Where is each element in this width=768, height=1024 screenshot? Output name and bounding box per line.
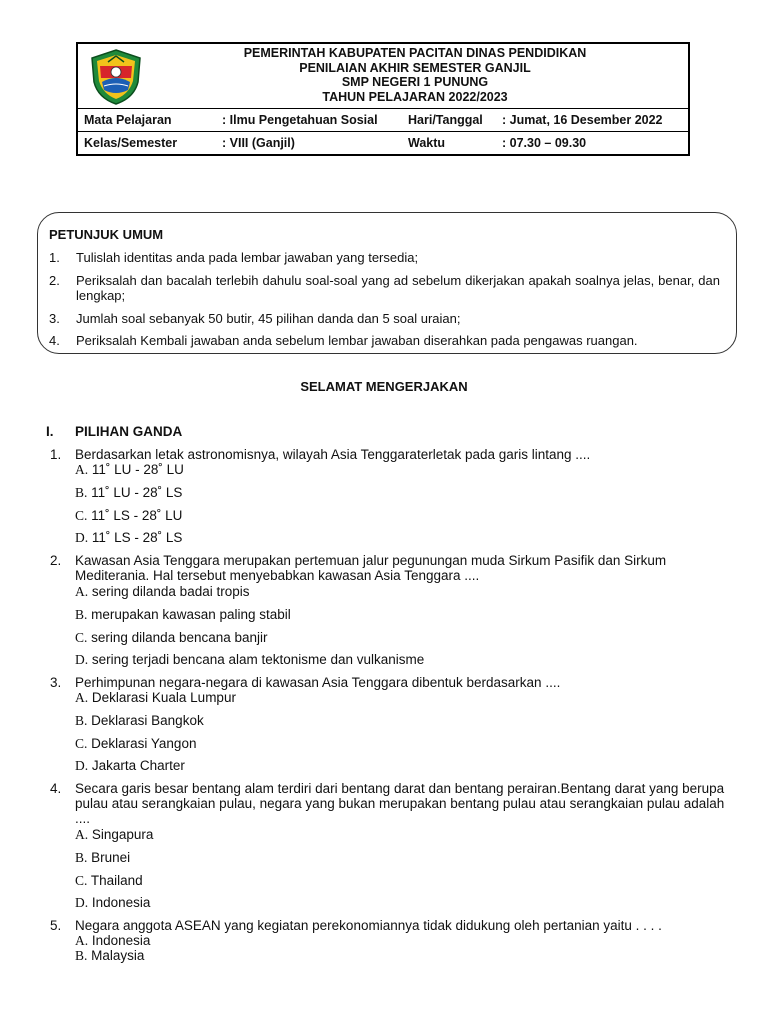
- answer-option: [75, 827, 153, 842]
- class-value: : VIII (Ganjil): [222, 136, 295, 150]
- option-text: sering terjadi bencana alam tektonisme dan vulkanisme: [88, 652, 425, 667]
- subject-label: Mata Pelajaran: [84, 113, 172, 127]
- option-letter: B.: [75, 607, 88, 622]
- option-letter: B.: [75, 713, 88, 728]
- date-label: Hari/Tanggal: [408, 113, 483, 127]
- option-letter: A.: [75, 584, 89, 599]
- subject-value: : Ilmu Pengetahuan Sosial: [222, 113, 378, 127]
- answer-option: [75, 948, 144, 963]
- answer-option: [75, 873, 143, 888]
- header-title-line-1: PEMERINTAH KABUPATEN PACITAN DINAS PENDIDIKAN: [243, 46, 587, 60]
- option-letter: C.: [75, 508, 88, 523]
- option-letter: D.: [75, 758, 89, 773]
- header-title-line-4: TAHUN PELAJARAN 2022/2023: [322, 89, 508, 104]
- date-value: : Jumat, 16 Desember 2022: [502, 113, 663, 127]
- option-letter: C.: [75, 630, 88, 645]
- answer-option: [75, 690, 236, 705]
- question-number: 1.: [50, 447, 62, 462]
- option-text: 11˚ LU - 28˚ LS: [87, 485, 183, 500]
- question-number: 3.: [50, 675, 62, 690]
- good-luck-heading: SELAMAT MENGERJAKAN: [300, 379, 468, 394]
- question-text: Berdasarkan letak astronomisnya, wilayah Asia Tenggaraterletak pada garis lintang ....: [75, 447, 591, 462]
- answer-option: [75, 713, 204, 728]
- option-letter: A.: [75, 462, 89, 477]
- option-letter: D.: [75, 652, 89, 667]
- question-text: Kawasan Asia Tenggara merupakan pertemuan jalur pegunungan muda Sirkum Pasifik dan Sirkum Mediterania. Hal tersebut menyebabkan kawasan Asia Tenggara ....: [75, 553, 667, 583]
- answer-option: [75, 530, 182, 545]
- question-text: Negara anggota ASEAN yang kegiatan perekonomiannya tidak didukung oleh pertanian yaitu . . . .: [75, 918, 662, 933]
- header-title-area: [78, 44, 688, 109]
- answer-option: [75, 758, 185, 773]
- answer-option: [75, 584, 249, 599]
- answer-option: [75, 508, 182, 523]
- question-number: 2.: [50, 553, 62, 568]
- instruction-number: 1.: [49, 250, 60, 265]
- option-text: Brunei: [87, 850, 131, 865]
- option-letter: C.: [75, 736, 88, 751]
- option-letter: D.: [75, 895, 89, 910]
- answer-option: [75, 736, 196, 751]
- option-text: 11˚ LU - 28˚ LU: [88, 462, 184, 477]
- option-letter: C.: [75, 873, 88, 888]
- question-number: 5.: [50, 918, 62, 933]
- option-letter: A.: [75, 933, 89, 948]
- instructions-title: PETUNJUK UMUM: [49, 227, 164, 242]
- option-letter: B.: [75, 948, 88, 963]
- class-label: Kelas/Semester: [84, 136, 178, 150]
- instruction-text: Periksalah dan bacalah terlebih dahulu soal-soal yang ad sebelum dikerjakan apakah soalnya jelas, benar, dan lengkap;: [76, 273, 720, 303]
- question-text: Perhimpunan negara-negara di kawasan Asia Tenggara dibentuk berdasarkan ....: [75, 675, 561, 690]
- answer-option: [75, 895, 150, 910]
- exam-header: [76, 42, 690, 156]
- option-text: sering dilanda bencana banjir: [87, 630, 268, 645]
- question-text: Secara garis besar bentang alam terdiri dari bentang darat dan bentang perairan.Bentang darat yang berupa pulau atau serangkaian pulau, negara yang bukan merupakan bentang pulau atau serangkaian pulau adalah ....: [75, 781, 725, 826]
- header-row-subject: [78, 109, 688, 132]
- instruction-number: 4.: [49, 333, 60, 348]
- answer-option: [75, 850, 130, 865]
- option-text: sering dilanda badai tropis: [88, 584, 250, 599]
- option-letter: A.: [75, 690, 89, 705]
- section-label: PILIHAN GANDA: [75, 424, 183, 439]
- general-instructions-box: [37, 212, 737, 354]
- option-text: Singapura: [88, 827, 154, 842]
- instruction-number: 2.: [49, 273, 60, 288]
- header-title-line-3: SMP NEGERI 1 PUNUNG: [341, 75, 489, 89]
- answer-option: [75, 652, 424, 667]
- option-text: Indonesia: [88, 933, 151, 948]
- answer-option: [75, 485, 182, 500]
- instruction-text: Tulislah identitas anda pada lembar jawaban yang tersedia;: [76, 250, 419, 265]
- instruction-text: Jumlah soal sebanyak 50 butir, 45 pilihan danda dan 5 soal uraian;: [76, 311, 461, 326]
- option-text: 11˚ LS - 28˚ LU: [87, 508, 183, 523]
- option-text: 11˚ LS - 28˚ LS: [88, 530, 183, 545]
- option-text: Deklarasi Bangkok: [87, 713, 204, 728]
- option-text: Malaysia: [87, 948, 145, 963]
- header-title-line-2: PENILAIAN AKHIR SEMESTER GANJIL: [299, 60, 531, 75]
- question-number: 4.: [50, 781, 62, 796]
- option-text: merupakan kawasan paling stabil: [87, 607, 291, 622]
- option-text: Deklarasi Yangon: [87, 736, 197, 751]
- option-text: Deklarasi Kuala Lumpur: [88, 690, 236, 705]
- time-value: : 07.30 – 09.30: [502, 136, 587, 150]
- answer-option: [75, 462, 184, 477]
- answer-option: [75, 630, 268, 645]
- pacitan-regency-emblem-icon: [88, 48, 144, 106]
- header-row-class: [78, 132, 688, 154]
- answer-option: [75, 607, 291, 622]
- option-letter: D.: [75, 530, 89, 545]
- option-text: Indonesia: [88, 895, 151, 910]
- answer-option: [75, 933, 150, 948]
- section-number: I.: [46, 424, 54, 439]
- option-letter: B.: [75, 850, 88, 865]
- option-text: Jakarta Charter: [88, 758, 185, 773]
- option-text: Thailand: [87, 873, 143, 888]
- option-letter: A.: [75, 827, 89, 842]
- instruction-number: 3.: [49, 311, 60, 326]
- time-label: Waktu: [408, 136, 446, 150]
- option-letter: B.: [75, 485, 88, 500]
- instruction-text: Periksalah Kembali jawaban anda sebelum lembar jawaban diserahkan pada pengawas ruangan.: [76, 333, 638, 348]
